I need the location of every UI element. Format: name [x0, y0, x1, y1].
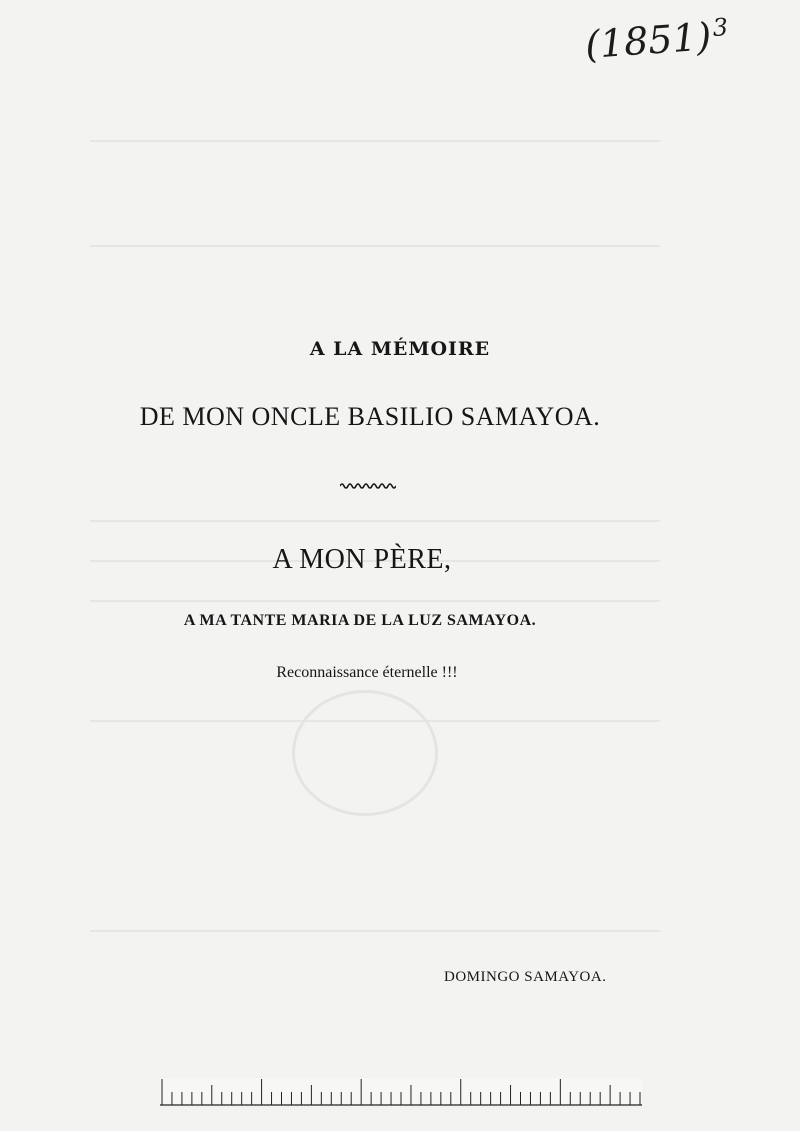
bleed-through-rule [90, 140, 660, 142]
handwritten-note-main: (1851) [583, 14, 713, 67]
bleed-through-rule [90, 930, 660, 932]
dedication-father: A MON PÈRE, [272, 544, 452, 575]
dedication-gratitude: Reconnaissance éternelle !!! [276, 664, 458, 681]
scale-ruler [160, 1078, 642, 1106]
handwritten-note [584, 13, 730, 67]
author-signature: DOMINGO SAMAYOA. [444, 969, 607, 985]
dedication-aunt: A MA TANTE MARIA DE LA LUZ SAMAYOA. [183, 612, 537, 629]
squiggle-divider [340, 482, 396, 490]
dedication-heading: A LA MÉMOIRE [309, 338, 491, 360]
handwritten-note-superscript: 3 [711, 13, 729, 43]
dedication-uncle: DE MON ONCLE BASILIO SAMAYOA. [139, 402, 601, 431]
bleed-through-rule [90, 600, 660, 602]
bleed-through-rule [90, 245, 660, 247]
bleed-through-rule [90, 520, 660, 522]
bleed-through-stamp [292, 690, 438, 816]
ruler-ticks [160, 1078, 642, 1106]
